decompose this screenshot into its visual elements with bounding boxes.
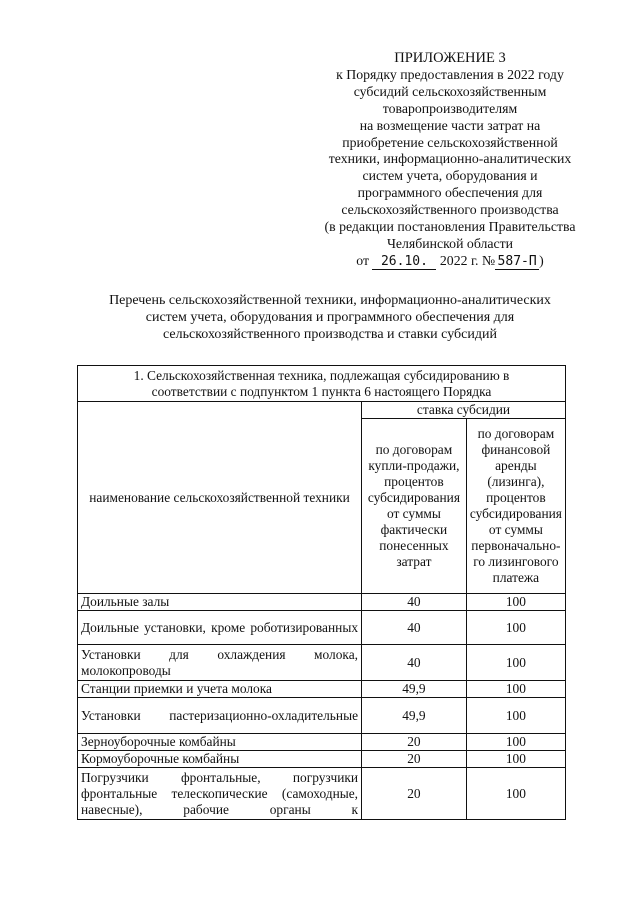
caption-line: Перечень сельскохозяйственной техники, информационно-аналитических [109, 293, 551, 308]
row-rate-leasing: 100 [466, 751, 565, 768]
row-rate-purchase: 20 [362, 734, 467, 751]
header-line: товаропроизводителям [382, 100, 518, 116]
header-col-leasing: по договорам финансовой аренды (лизинга), процентов субсидирования от суммы первоначально-го лизингового платежа [466, 419, 565, 594]
row-rate-leasing: 100 [466, 645, 565, 681]
row-name: Зерноуборочные комбайны [78, 734, 362, 751]
table-row [78, 611, 566, 645]
row-name: Установки для охлаждения молока, молокопроводы [78, 645, 362, 681]
date-suffix: ) [539, 252, 544, 268]
header-name: наименование сельскохозяйственной техники [78, 402, 362, 594]
row-name: Погрузчики фронтальные, погрузчики фронтальные телескопические (самоходные, навесные), рабочие органы к [78, 768, 362, 820]
table-row [78, 768, 566, 820]
row-rate-purchase: 20 [362, 751, 467, 768]
table-row [78, 681, 566, 698]
header-line: приобретение сельскохозяйственной [342, 134, 558, 150]
header-line: субсидий сельскохозяйственным [353, 83, 547, 99]
row-rate-purchase: 49,9 [362, 698, 467, 734]
list-caption [80, 292, 580, 343]
section-header-row [78, 366, 566, 402]
appendix-title: ПРИЛОЖЕНИЕ 3 [394, 50, 506, 66]
column-header-row [78, 402, 566, 419]
row-rate-leasing: 100 [466, 681, 565, 698]
row-name: Кормоуборочные комбайны [78, 751, 362, 768]
header-line: на возмещение части затрат на [359, 117, 541, 133]
row-rate-leasing: 100 [466, 611, 565, 645]
section-title: 1. Сельскохозяйственная техника, подлежащая субсидированию в соответствии с подпунктом 1 пункта 6 настоящего Порядка [78, 366, 566, 402]
row-name: Доильные установки, кроме роботизированных [78, 611, 362, 645]
table-row [78, 594, 566, 611]
header-line: к Порядку предоставления в 2022 году [336, 66, 564, 82]
resolution-date: 26.10. [372, 255, 436, 270]
row-rate-leasing: 100 [466, 768, 565, 820]
header-line: сельскохозяйственного производства [341, 202, 559, 218]
header-line: (в редакции постановления Правительства [324, 219, 576, 235]
table-row [78, 751, 566, 768]
appendix-header [300, 50, 600, 270]
header-line: систем учета, оборудования и [362, 168, 538, 184]
row-rate-leasing: 100 [466, 734, 565, 751]
date-year: 2022 г. № [439, 252, 496, 268]
row-name: Доильные залы [78, 594, 362, 611]
header-line: программного обеспечения для [357, 185, 543, 201]
resolution-number: 587-П [495, 255, 539, 270]
subsidy-rates-table [77, 365, 566, 820]
row-rate-purchase: 40 [362, 611, 467, 645]
table-row [78, 734, 566, 751]
caption-line: систем учета, оборудования и программного обеспечения для [145, 310, 515, 325]
row-rate-leasing: 100 [466, 698, 565, 734]
resolution-date-line [300, 253, 600, 270]
row-rate-leasing: 100 [466, 594, 565, 611]
row-rate-purchase: 49,9 [362, 681, 467, 698]
table-row [78, 645, 566, 681]
row-rate-purchase: 20 [362, 768, 467, 820]
row-rate-purchase: 40 [362, 594, 467, 611]
table-row [78, 698, 566, 734]
row-name: Станции приемки и учета молока [78, 681, 362, 698]
header-col-purchase: по договорам купли-продажи, процентов субсидирования от суммы фактически понесенных затрат [362, 419, 467, 594]
date-prefix: от [356, 252, 369, 268]
header-line: техники, информационно-аналитических [328, 151, 572, 167]
header-line: Челябинской области [386, 235, 514, 251]
row-name: Установки пастеризационно-охладительные [78, 698, 362, 734]
header-rate: ставка субсидии [362, 402, 566, 419]
caption-line: сельскохозяйственного производства и ставки субсидий [163, 327, 497, 342]
row-rate-purchase: 40 [362, 645, 467, 681]
